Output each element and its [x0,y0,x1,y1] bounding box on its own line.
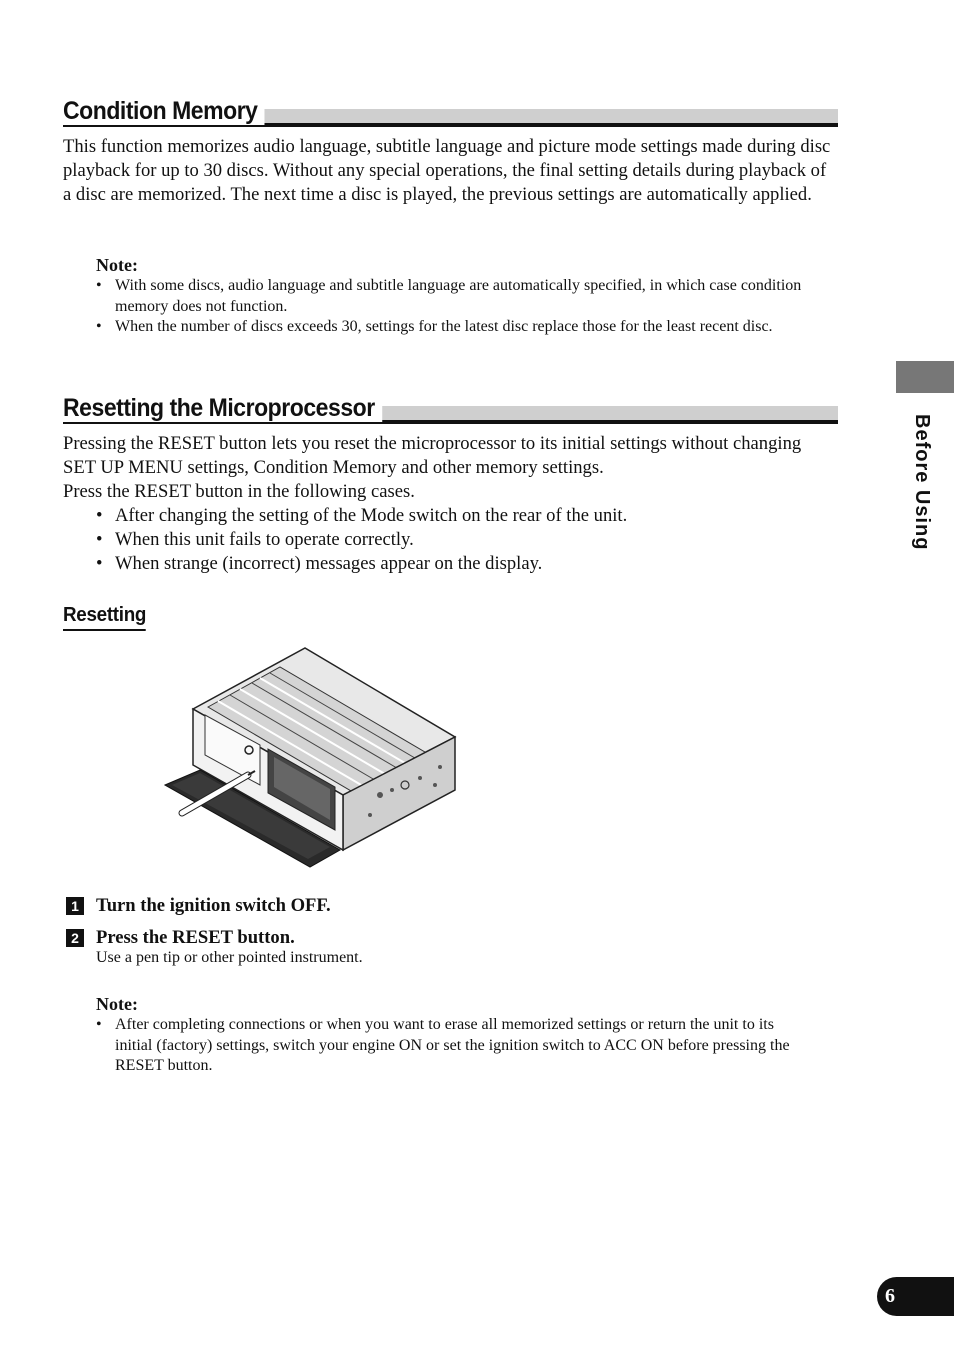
step-text: Turn the ignition switch OFF. [96,895,331,916]
paragraph-text: This function memorizes audio language, subtitle language and picture mode settings made during disc playback for up to 30 discs. Without any special operations, the final setting details during playback of a disc are memorized. The next time a disc is played, the previous settings are automatically applied. [63,136,831,205]
list-item: • After changing the setting of the Mode switch on the rear of the unit. [96,504,836,528]
step-number: 1 [66,897,84,915]
list-item: • When this unit fails to operate correctly. [96,528,836,552]
unit-reset-illustration [160,645,460,870]
paragraph-text: Pressing the RESET button lets you reset the microprocessor to its initial settings without changing SET UP MENU settings, Condition Memory and other memory settings. [63,433,802,478]
page-number: 6 [885,1285,895,1307]
sidebar-label: Before Using [911,414,933,551]
note-item: • After completing connections or when you want to erase all memorized settings or return the unit to its initial (factory) settings, switch your engine ON or set the ignition switch to ACC ON before pressing the RESET button. [96,1015,806,1077]
sidebar-tab [896,361,954,393]
note-item: • When the number of discs exceeds 30, settings for the latest disc replace those for the least recent disc. [96,317,806,338]
reset-cases-list [96,504,836,576]
note-title: Note: [96,994,138,1014]
resetting-subheading: Resetting [63,603,146,631]
condition-memory-paragraph [63,135,838,207]
section-title: Condition Memory [63,97,265,125]
note-title: Note: [96,255,138,275]
note-list [96,1015,806,1077]
section-heading-condition-memory [63,97,838,127]
step-text: Press the RESET button. [96,927,295,948]
step-2-subtext: Use a pen tip or other pointed instrument. [96,949,363,966]
note-list [96,276,806,338]
resetting-paragraph [63,432,838,504]
paragraph-text: Press the RESET button in the following cases. [63,481,415,502]
section-title: Resetting the Microprocessor [63,394,382,422]
note-item: • With some discs, audio language and subtitle language are automatically specified, in which case condition memory does not function. [96,276,806,317]
list-item: • When strange (incorrect) messages appear on the display. [96,552,836,576]
step-number: 2 [66,929,84,947]
section-heading-resetting [63,394,838,424]
